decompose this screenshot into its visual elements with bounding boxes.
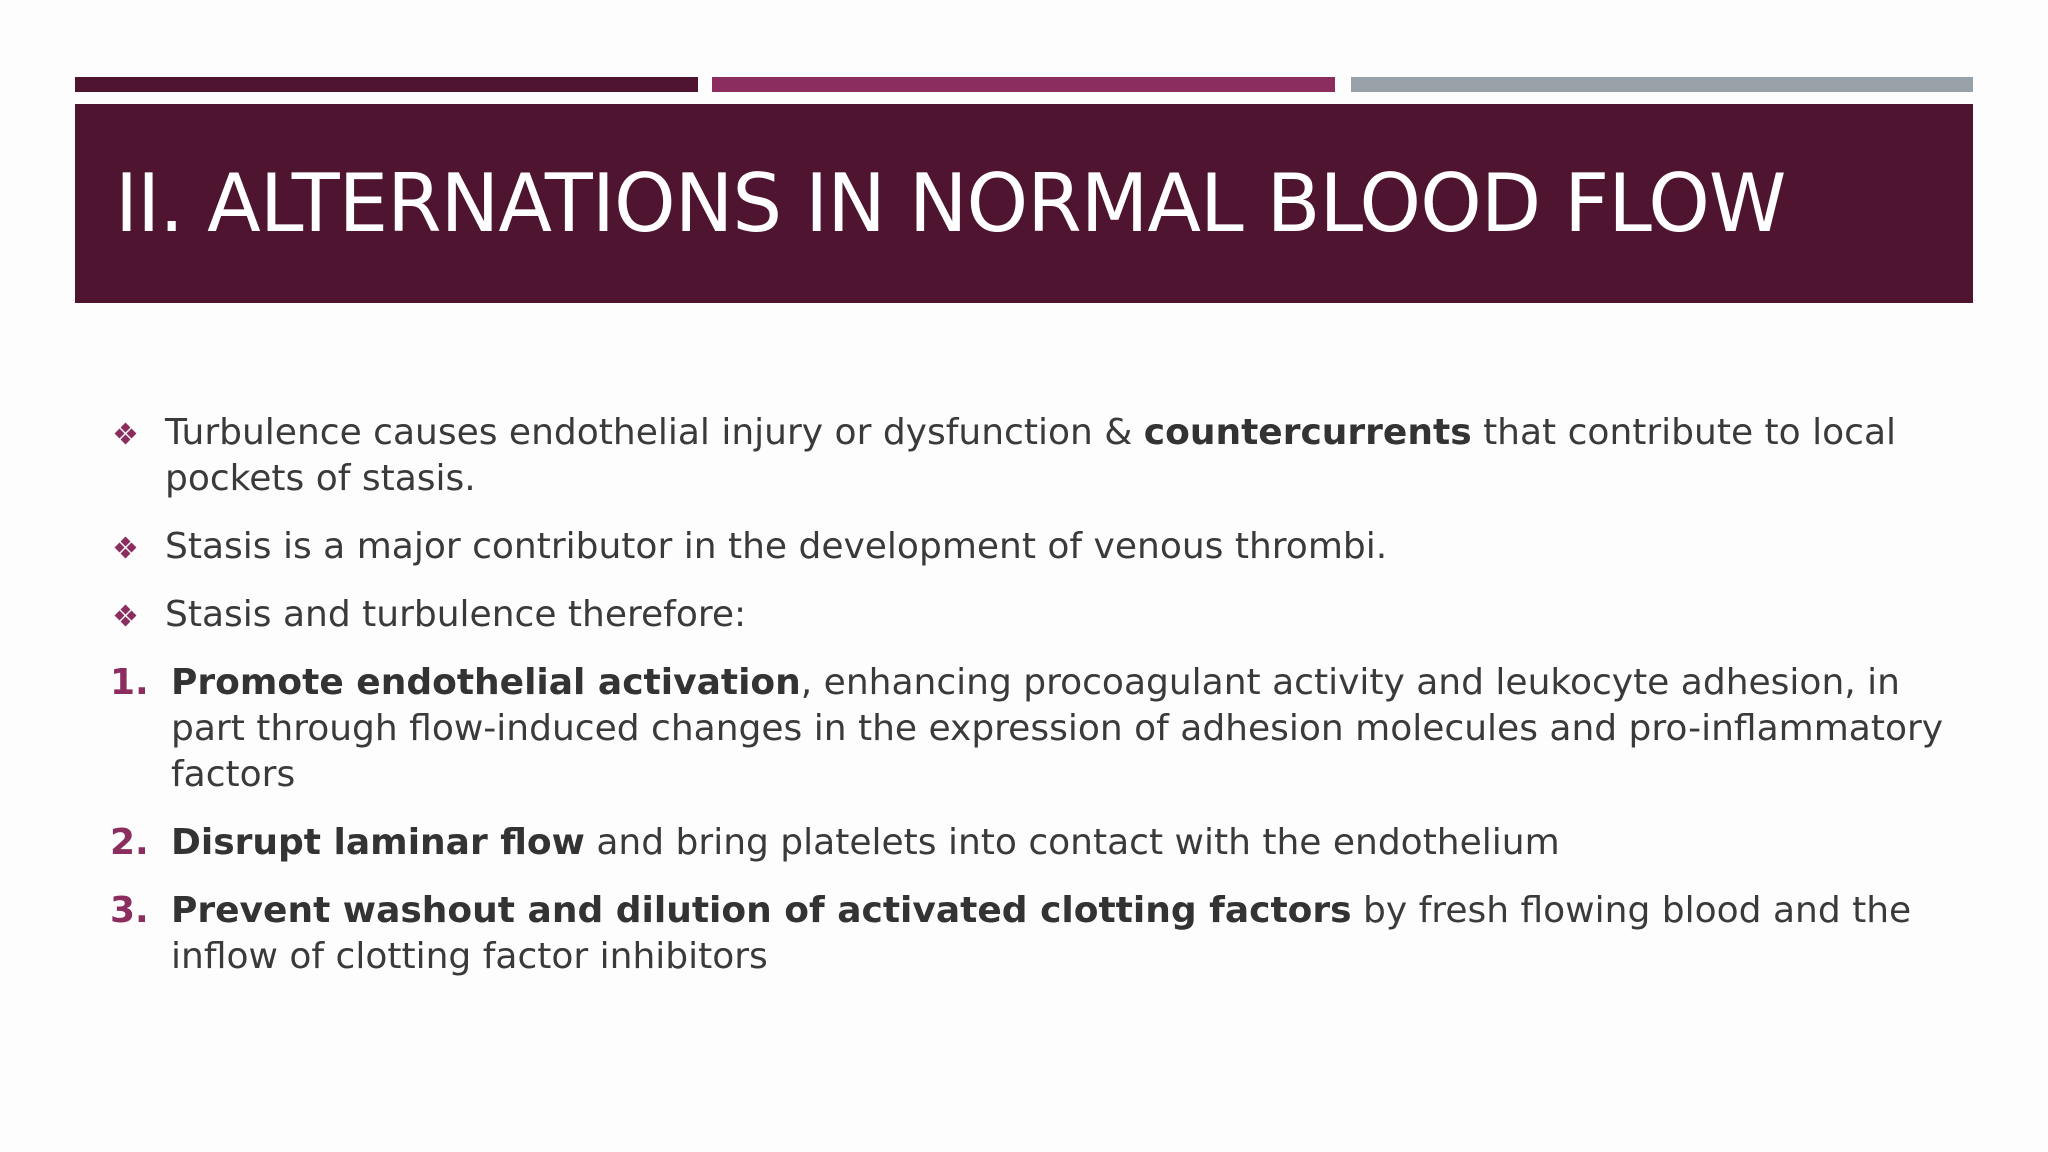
bullet-item (110, 592, 1950, 638)
bullet-text: Stasis is a major contributor in the development of venous thrombi. (165, 526, 1388, 567)
list-number: 3. (110, 890, 149, 931)
diamond-bullet-icon (116, 424, 136, 444)
numbered-item (110, 660, 1950, 798)
numbered-text: , enhancing procoagulant activity and leukocyte adhesion, in part through flow-induced changes in the expression of adhesion molecules and pro-inflammatory factors (171, 662, 1944, 795)
list-number: 1. (110, 662, 149, 703)
bullet-text-part: that contribute to local pockets of stasis. (165, 412, 1897, 499)
numbered-bold-term: Disrupt laminar flow (171, 822, 585, 863)
accent-bar-gray (1351, 77, 1973, 92)
numbered-text: and bring platelets into contact with the endothelium (584, 822, 1560, 863)
numbered-text: by fresh flowing blood and the inflow of clotting factor inhibitors (171, 890, 1912, 977)
numbered-bold-term: Promote endothelial activation (171, 662, 801, 703)
bullet-text: Stasis and turbulence therefore: (165, 594, 747, 635)
accent-bar-magenta (712, 77, 1335, 92)
diamond-bullet-icon (116, 538, 136, 558)
numbered-item (110, 888, 1950, 980)
bullet-text-part: Turbulence causes endothelial injury or dysfunction & (165, 412, 1144, 453)
accent-bar-dark (75, 77, 698, 92)
diamond-bullet-icon (116, 606, 136, 626)
bullet-text (165, 412, 1896, 499)
slide-body (110, 410, 1950, 1002)
bullet-item (110, 524, 1950, 570)
list-number: 2. (110, 822, 149, 863)
slide-title: II. ALTERNATIONS IN NORMAL BLOOD FLOW (115, 157, 1786, 250)
title-band (75, 104, 1973, 303)
bullet-bold-term: countercurrents (1143, 412, 1472, 453)
bullet-item (110, 410, 1950, 502)
numbered-item (110, 820, 1950, 866)
numbered-bold-term: Prevent washout and dilution of activated clotting factors (171, 890, 1352, 931)
